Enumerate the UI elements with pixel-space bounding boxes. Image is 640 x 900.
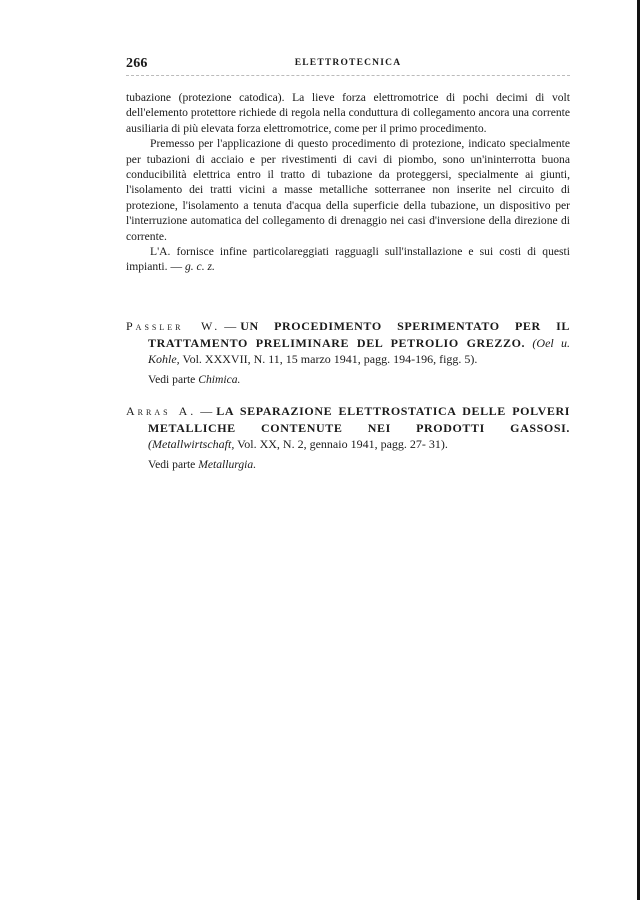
running-title: ELETTROTECNICA	[294, 58, 402, 68]
see-also-prefix: Vedi parte	[148, 457, 196, 471]
paragraph-3	[126, 244, 570, 275]
paragraph-3-text: L'A. fornisce infine particolareggiati ragguagli sull'installazione e sui costi di questi impianti.	[126, 245, 570, 274]
entry-title: UN PROCEDIMENTO SPERIMENTATO PER IL TRATTAMENTO PRELIMINARE DEL PETROLIO GREZZO.	[148, 319, 571, 350]
entry-citation: Vol. XXXVII, N. 11, 15 marzo 1941, pagg. 194-196, figg. 5).	[182, 352, 478, 366]
entry-heading	[126, 318, 570, 368]
entry-title: LA SEPARAZIONE ELETTROSTATICA DELLE POLVERI METALLICHE CONTENUTE NEI PRODOTTI GASSOSI.	[148, 404, 570, 435]
entry-journal: (Oel u. Kohle,	[148, 335, 571, 366]
page-number: 266	[126, 56, 148, 71]
article-body	[126, 90, 570, 275]
see-also-prefix: Vedi parte	[148, 372, 196, 386]
bibliography-entry	[126, 403, 570, 472]
entry-journal: (Metallwirtschaft,	[148, 437, 235, 451]
entry-dash: —	[224, 319, 237, 333]
paragraph-1: tubazione (protezione catodica). La lieve forza elettromotrice di pochi decimi di volt dell'elemento protettore richiede di regola nella conduttura di collegamento ancora una corrente ausiliaria di più elevata forza elettromotrice, come per il primo procedimento.	[126, 91, 570, 135]
paragraph-2: Premesso per l'applicazione di questo procedimento di protezione, indicato specialmente per tubazioni di acciaio e per rivestimenti di cavi di piombo, sono un'ininterrotta buona conducibilità elettrica entro il tratto di tubazione da proteggersi, specialmente ai giunti, l'isolamento dei tratti vicini a masse metalliche sotterranee non inserite nel circuito di protezione, l'isolamento a tenuta d'acqua della superficie della tubazione, un dispositivo per l'interruzione automatica del collegamento di drenaggio nei casi d'inversione della direzione di corrente.	[126, 137, 570, 243]
entry-author: Arras A.	[126, 404, 197, 418]
see-also	[126, 372, 570, 387]
author-initials: g. c. z.	[184, 260, 215, 274]
bibliography-entry	[126, 318, 570, 387]
entry-heading	[126, 403, 570, 453]
see-also	[126, 457, 570, 472]
paragraph-3-dash: —	[170, 260, 183, 274]
see-also-section: Chimica.	[198, 372, 241, 386]
page-header	[126, 56, 570, 74]
entry-author: Passler W.	[126, 319, 221, 333]
header-rule	[126, 75, 570, 76]
see-also-section: Metallurgia.	[198, 457, 257, 471]
entry-dash: —	[200, 404, 213, 418]
entry-citation: Vol. XX, N. 2, gennaio 1941, pagg. 27- 31).	[237, 437, 448, 451]
